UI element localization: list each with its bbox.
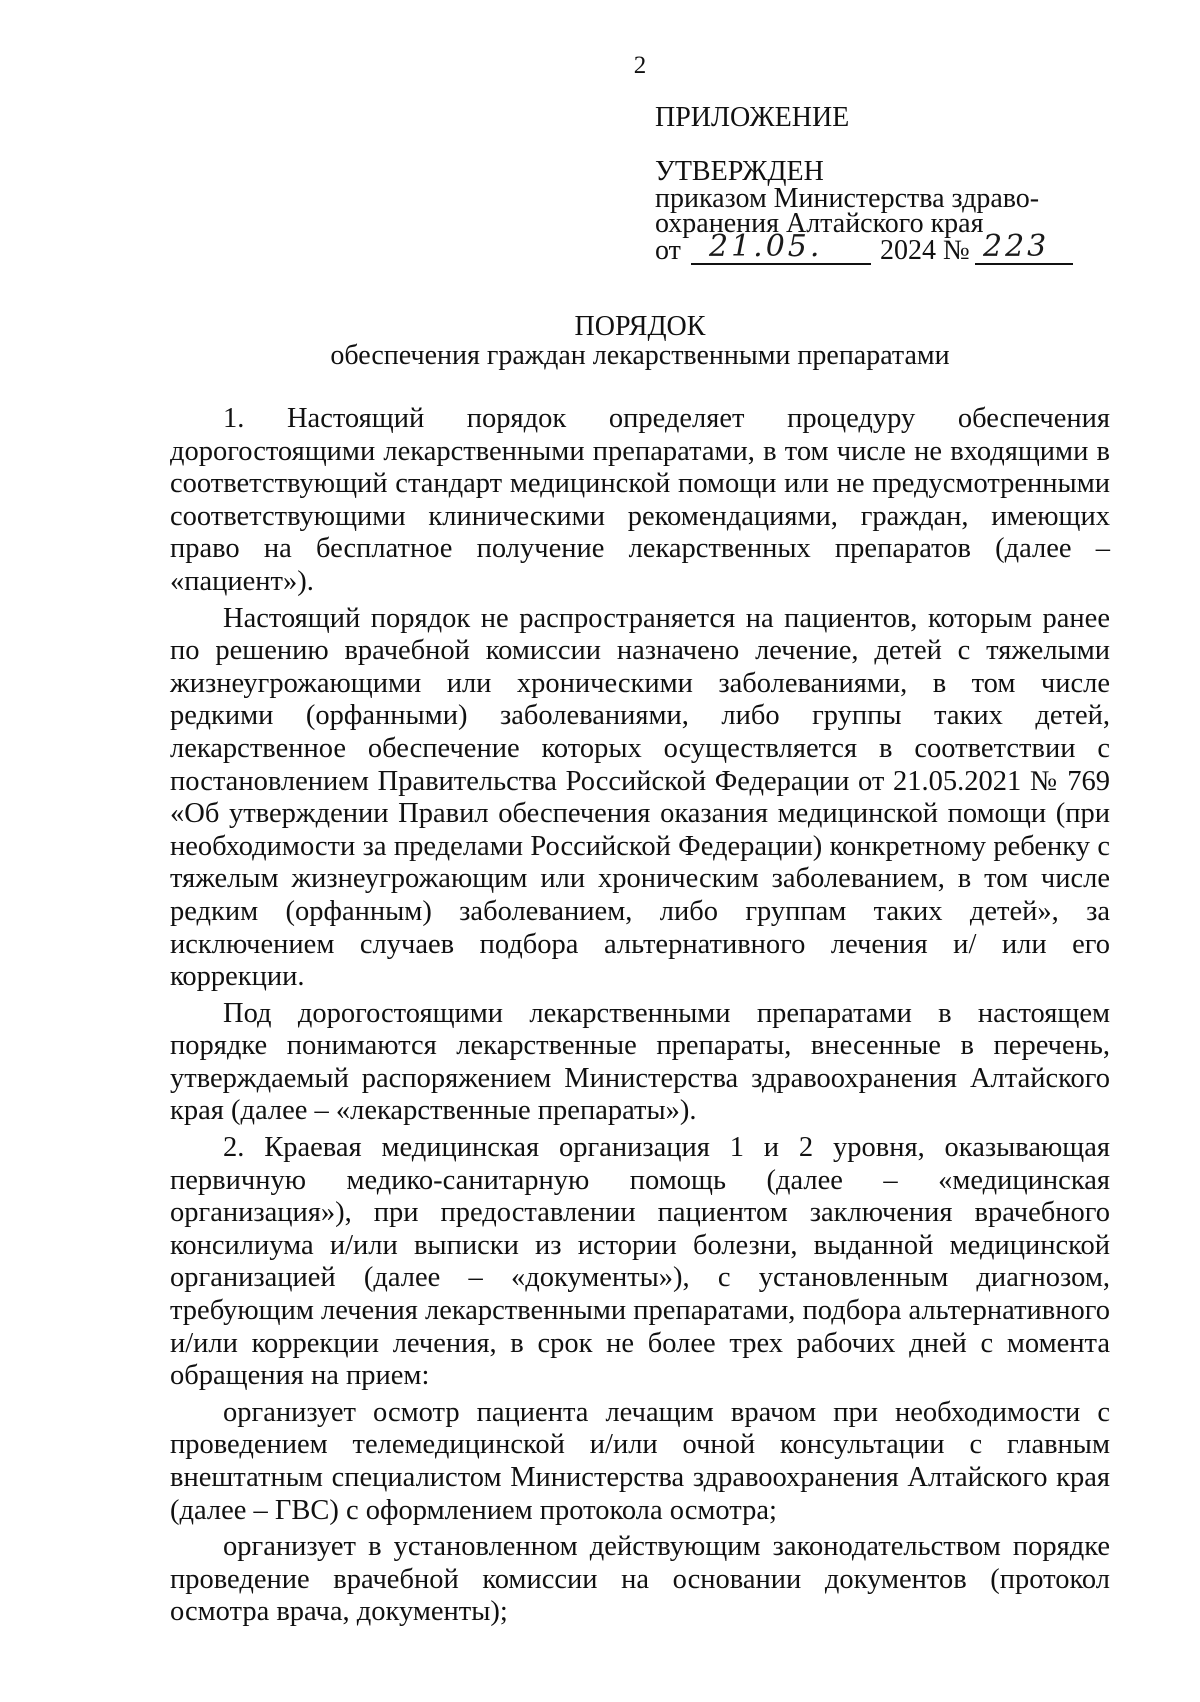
document-subtitle: обеспечения граждан лекарственными препаратами bbox=[330, 340, 950, 371]
paragraph-5: организует осмотр пациента лечащим врачом при необходимости с проведением телемедицинской и/или очной консультации с главным внештатным специалистом Министерства здравоохранения Алтайского края (далее – ГВС) с оформлением протокола осмотра; bbox=[170, 1396, 1110, 1526]
year-and-number-prefix: 2024 № bbox=[880, 235, 970, 266]
handwritten-date: 21.05. bbox=[709, 229, 823, 264]
page-number: 2 bbox=[633, 52, 647, 79]
order-date-line bbox=[655, 229, 1085, 266]
document-title: ПОРЯДОК bbox=[574, 311, 706, 342]
paragraph-1: 1. Настоящий порядок определяет процедуру обеспечения дорогостоящими лекарственными препаратами, в том числе не входящими в соответствующий стандарт медицинской помощи или не предусмотренными соответствующими клиническими рекомендациями, граждан, имеющих право на бесплатное получение лекарственных препаратов (далее – «пациент»). bbox=[170, 403, 1110, 597]
paragraph-6: организует в установленном действующим законодательством порядке проведение врачебной комиссии на основании документов (протокол осмотра врача, документы); bbox=[170, 1531, 1110, 1628]
handwritten-order-number: 223 bbox=[983, 229, 1050, 264]
approved-by-line-1: приказом Министерства здраво- bbox=[655, 183, 1040, 214]
date-prefix: от bbox=[655, 235, 681, 266]
order-number-field bbox=[975, 229, 1073, 265]
approved-by-line-2: охранения Алтайского края bbox=[655, 208, 984, 239]
approval-block bbox=[655, 103, 1085, 266]
paragraph-2: Настоящий порядок не распространяется на пациентов, которым ранее по решению врачебной комиссии назначено лечение, детей с тяжелыми жизнеугрожающими или хроническими заболеваниями, в том числе редкими (орфанными) заболеваниями, либо группы таких детей, лекарственное обеспечение которых осуществляется в соответствии с постановлением Правительства Российской Федерации от 21.05.2021 № 769 «Об утверждении Правил обеспечения оказания медицинской помощи (при необходимости за пределами Российской Федерации) конкретному ребенку с тяжелым жизнеугрожающим или хроническим заболеванием, в том числе редким (орфанным) заболеванием, либо группам таких детей», за исключением случаев подбора альтернативного лечения и/ или его коррекции. bbox=[170, 602, 1110, 993]
order-date-field bbox=[691, 229, 871, 265]
approved-label: УТВЕРЖДЕН bbox=[655, 156, 824, 187]
paragraph-3: Под дорогостоящими лекарственными препаратами в настоящем порядке понимаются лекарственные препараты, внесенные в перечень, утверждаемый распоряжением Министерства здравоохранения Алтайского края (далее – «лекарственные препараты»). bbox=[170, 997, 1110, 1127]
appendix-title: ПРИЛОЖЕНИЕ bbox=[655, 102, 850, 133]
document-body bbox=[170, 403, 1110, 1633]
paragraph-4: 2. Краевая медицинская организация 1 и 2 уровня, оказывающая первичную медико-санитарную помощь (далее – «медицинская организация»), при предоставлении пациентом заключения врачебного консилиума и/или выписки из истории болезни, выданной медицинской организацией (далее – «документы»), с установленным диагнозом, требующим лечения лекарственными препаратами, подбора альтернативного и/или коррекции лечения, в срок не более трех рабочих дней с момента обращения на прием: bbox=[170, 1132, 1110, 1392]
